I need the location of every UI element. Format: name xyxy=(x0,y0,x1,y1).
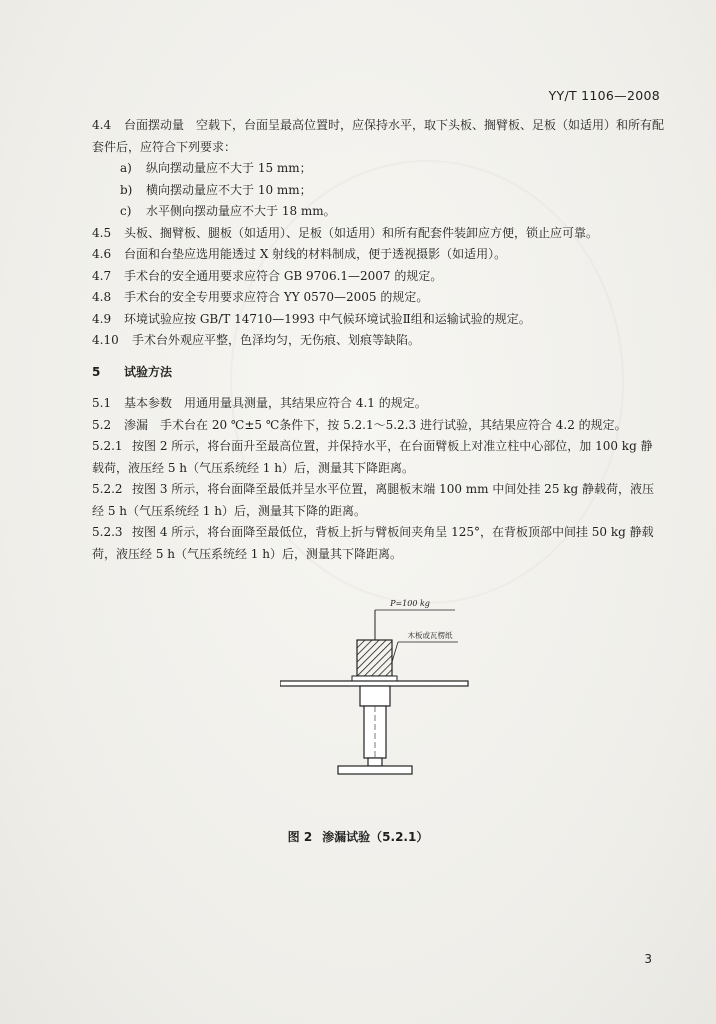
board-label: 木板或瓦楞纸 xyxy=(407,631,453,640)
figure-caption xyxy=(0,828,716,845)
section-5-heading xyxy=(92,362,660,384)
clause-4-8 xyxy=(92,287,660,309)
board-leader-line xyxy=(392,642,398,662)
clause-text: 按图 4 所示，将台面降至最低位，背板上折与臂板间夹角呈 125°，在背板顶部中间挂 50 kg 静载 xyxy=(132,525,654,539)
page-number: 3 xyxy=(644,952,652,966)
tabletop xyxy=(280,681,468,686)
body-text xyxy=(92,115,665,565)
clause-number: 5.1 xyxy=(92,396,112,410)
clause-text: 环境试验应按 GB/T 14710—1993 中气候环境试验Ⅱ组和运输试验的规定。 xyxy=(124,311,531,326)
clause-5-2-3 xyxy=(92,522,660,544)
clause-4-4 xyxy=(92,115,665,137)
clause-5-1 xyxy=(92,393,660,415)
list-item-a xyxy=(92,158,660,180)
load-weight-block xyxy=(357,640,392,676)
clause-4-10 xyxy=(92,330,660,352)
figure-title: 渗漏试验（5.2.1） xyxy=(322,830,429,844)
list-marker: b) xyxy=(120,182,133,197)
section-title: 试验方法 xyxy=(124,364,173,379)
clause-text: 按图 3 所示，将台面降至最低并呈水平位置，离腿板末端 100 mm 中间处挂 25 kg 静载荷，液压 xyxy=(132,482,655,496)
clause-text: 手术台外观应平整，色泽均匀，无伤痕、划痕等缺陷。 xyxy=(132,333,421,347)
clause-number: 5.2.1 xyxy=(92,439,123,453)
clause-number: 4.10 xyxy=(92,333,119,347)
clause-4-4-cont xyxy=(92,137,660,159)
clause-number: 5.2.2 xyxy=(92,482,123,496)
list-marker: c) xyxy=(120,204,132,218)
clause-5-2 xyxy=(92,415,660,437)
figure-number: 图 2 xyxy=(287,830,313,844)
clause-text: 荷，液压经 5 h（气压系统经 1 h）后，测量其下降距离。 xyxy=(92,546,402,561)
clause-text: 台面和台垫应选用能透过 X 射线的材料制成，便于透视摄影（如适用）。 xyxy=(124,247,507,261)
clause-number: 4.5 xyxy=(92,225,112,240)
clause-4-5 xyxy=(92,223,660,245)
clause-number: 5.2.3 xyxy=(92,525,123,539)
clause-text: 台面摆动量 空载下，台面呈最高位置时，应保持水平，取下头板、搁臂板、足板（如适用）和所有配 xyxy=(124,118,665,132)
clause-number: 4.4 xyxy=(92,118,112,132)
base-plate xyxy=(338,766,412,774)
clause-5-2-3-cont xyxy=(92,544,660,566)
clause-text: 按图 2 所示，将台面升至最高位置，并保持水平，在台面臂板上对准立柱中心部位，加 100 kg 静 xyxy=(132,439,653,453)
clause-4-7 xyxy=(92,266,660,288)
clause-text: 手术台的安全专用要求应符合 YY 0570—2005 的规定。 xyxy=(124,290,429,304)
section-number: 5 xyxy=(92,364,101,379)
list-text: 纵向摆动量应不大于 15 mm； xyxy=(146,161,312,175)
load-label: P=100 kg xyxy=(390,599,430,608)
clause-number: 4.7 xyxy=(92,268,112,283)
list-item-c xyxy=(92,201,660,223)
clause-4-6 xyxy=(92,244,660,266)
standard-number-header: YY/T 1106—2008 xyxy=(548,88,660,103)
clause-5-2-1 xyxy=(92,436,660,458)
list-text: 水平侧向摆动量应不大于 18 mm。 xyxy=(146,204,336,218)
clause-text: 手术台的安全通用要求应符合 GB 9706.1—2007 的规定。 xyxy=(124,268,443,283)
clause-text: 基本参数 用通用量具测量，其结果应符合 4.1 的规定。 xyxy=(124,396,427,410)
clause-number: 5.2 xyxy=(92,417,112,432)
column-base-neck xyxy=(368,758,382,766)
clause-number: 4.6 xyxy=(92,247,112,261)
list-marker: a) xyxy=(120,161,132,175)
list-item-b xyxy=(92,180,660,202)
column-head xyxy=(360,686,390,706)
list-text: 横向摆动量应不大于 10 mm； xyxy=(146,182,312,197)
column-shaft xyxy=(364,706,386,758)
clause-5-2-2-cont xyxy=(92,501,660,523)
clause-5-2-2 xyxy=(92,479,660,501)
clause-5-2-1-cont xyxy=(92,458,660,480)
clause-text: 渗漏 手术台在 20 ℃±5 ℃条件下，按 5.2.1～5.2.3 进行试验，其结果应符合 4.2 的规定。 xyxy=(124,417,627,432)
figure-2-leak-test-diagram xyxy=(280,590,480,790)
clause-text: 套件后，应符合下列要求： xyxy=(92,139,237,154)
clause-text: 经 5 h（气压系统经 1 h）后，测量其下降的距离。 xyxy=(92,503,366,518)
clause-4-9 xyxy=(92,309,660,331)
clause-number: 4.9 xyxy=(92,311,112,326)
clause-number: 4.8 xyxy=(92,290,112,304)
wood-board xyxy=(352,676,397,681)
clause-text: 头板、搁臂板、腿板（如适用）、足板（如适用）和所有配套件装卸应方便，锁止应可靠。 xyxy=(124,225,599,240)
clause-text: 载荷，液压经 5 h（气压系统经 1 h）后，测量其下降距离。 xyxy=(92,460,414,475)
